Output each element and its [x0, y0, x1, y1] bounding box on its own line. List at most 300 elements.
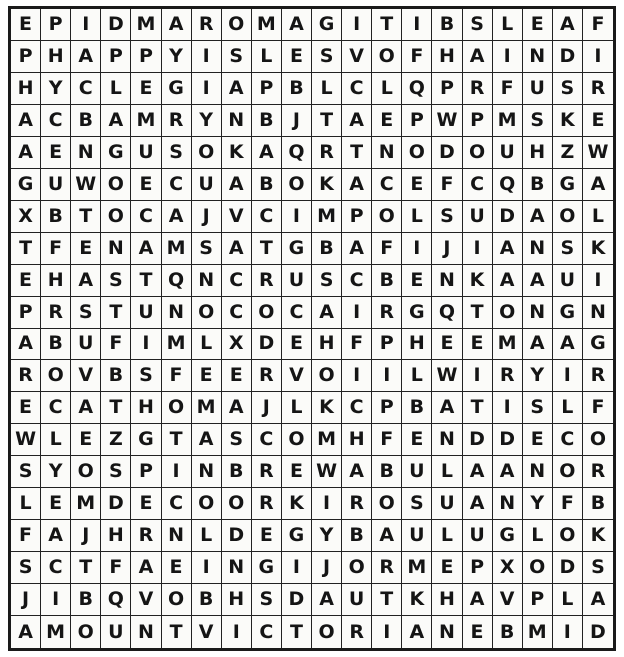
- letter-cell-r4-c15[interactable]: W: [432, 105, 462, 137]
- letter-cell-r20-c11[interactable]: O: [312, 616, 342, 648]
- letter-cell-r16-c20[interactable]: B: [583, 488, 613, 520]
- letter-cell-r11-c5[interactable]: I: [131, 329, 161, 361]
- letter-cell-r5-c7[interactable]: O: [192, 137, 222, 169]
- letter-cell-r3-c13[interactable]: L: [372, 73, 402, 105]
- letter-cell-r17-c5[interactable]: R: [131, 520, 161, 552]
- letter-cell-r12-c13[interactable]: I: [372, 360, 402, 392]
- letter-cell-r7-c4[interactable]: O: [101, 201, 131, 233]
- letter-cell-r3-c4[interactable]: L: [101, 73, 131, 105]
- letter-cell-r5-c4[interactable]: G: [101, 137, 131, 169]
- letter-cell-r8-c16[interactable]: I: [463, 233, 493, 265]
- letter-cell-r17-c7[interactable]: L: [192, 520, 222, 552]
- letter-cell-r8-c4[interactable]: N: [101, 233, 131, 265]
- letter-cell-r20-c4[interactable]: U: [101, 616, 131, 648]
- letter-cell-r17-c20[interactable]: K: [583, 520, 613, 552]
- letter-cell-r4-c10[interactable]: J: [282, 105, 312, 137]
- letter-cell-r1-c11[interactable]: G: [312, 9, 342, 41]
- letter-cell-r4-c2[interactable]: C: [41, 105, 71, 137]
- letter-cell-r15-c17[interactable]: A: [493, 456, 523, 488]
- letter-cell-r1-c20[interactable]: F: [583, 9, 613, 41]
- letter-cell-r9-c10[interactable]: U: [282, 265, 312, 297]
- letter-cell-r10-c6[interactable]: N: [162, 297, 192, 329]
- letter-cell-r9-c16[interactable]: K: [463, 265, 493, 297]
- letter-cell-r4-c19[interactable]: K: [553, 105, 583, 137]
- letter-cell-r4-c3[interactable]: B: [71, 105, 101, 137]
- letter-cell-r5-c18[interactable]: H: [523, 137, 553, 169]
- letter-cell-r5-c13[interactable]: N: [372, 137, 402, 169]
- letter-cell-r19-c3[interactable]: B: [71, 584, 101, 616]
- letter-cell-r18-c16[interactable]: P: [463, 552, 493, 584]
- letter-cell-r17-c6[interactable]: N: [162, 520, 192, 552]
- letter-cell-r1-c7[interactable]: R: [192, 9, 222, 41]
- letter-cell-r4-c9[interactable]: B: [252, 105, 282, 137]
- letter-cell-r1-c12[interactable]: I: [342, 9, 372, 41]
- letter-cell-r13-c6[interactable]: O: [162, 392, 192, 424]
- letter-cell-r5-c19[interactable]: Z: [553, 137, 583, 169]
- letter-cell-r12-c11[interactable]: O: [312, 360, 342, 392]
- letter-cell-r14-c15[interactable]: N: [432, 424, 462, 456]
- letter-cell-r8-c9[interactable]: T: [252, 233, 282, 265]
- letter-cell-r2-c4[interactable]: P: [101, 41, 131, 73]
- letter-cell-r2-c6[interactable]: Y: [162, 41, 192, 73]
- letter-cell-r2-c3[interactable]: A: [71, 41, 101, 73]
- letter-cell-r6-c13[interactable]: C: [372, 169, 402, 201]
- letter-cell-r2-c10[interactable]: E: [282, 41, 312, 73]
- letter-cell-r12-c18[interactable]: Y: [523, 360, 553, 392]
- letter-cell-r13-c17[interactable]: I: [493, 392, 523, 424]
- letter-cell-r6-c2[interactable]: U: [41, 169, 71, 201]
- letter-cell-r14-c10[interactable]: O: [282, 424, 312, 456]
- letter-cell-r2-c17[interactable]: I: [493, 41, 523, 73]
- letter-cell-r14-c14[interactable]: E: [402, 424, 432, 456]
- letter-cell-r7-c18[interactable]: A: [523, 201, 553, 233]
- letter-cell-r19-c10[interactable]: D: [282, 584, 312, 616]
- letter-cell-r6-c4[interactable]: O: [101, 169, 131, 201]
- letter-cell-r16-c9[interactable]: R: [252, 488, 282, 520]
- letter-cell-r19-c20[interactable]: A: [583, 584, 613, 616]
- letter-cell-r5-c14[interactable]: O: [402, 137, 432, 169]
- letter-cell-r14-c20[interactable]: O: [583, 424, 613, 456]
- letter-cell-r6-c3[interactable]: W: [71, 169, 101, 201]
- letter-cell-r9-c9[interactable]: R: [252, 265, 282, 297]
- letter-cell-r13-c18[interactable]: S: [523, 392, 553, 424]
- letter-cell-r2-c2[interactable]: H: [41, 41, 71, 73]
- letter-cell-r1-c19[interactable]: A: [553, 9, 583, 41]
- letter-cell-r3-c14[interactable]: Q: [402, 73, 432, 105]
- letter-cell-r11-c3[interactable]: U: [71, 329, 101, 361]
- letter-cell-r9-c11[interactable]: S: [312, 265, 342, 297]
- letter-cell-r15-c2[interactable]: Y: [41, 456, 71, 488]
- letter-cell-r7-c5[interactable]: C: [131, 201, 161, 233]
- letter-cell-r16-c19[interactable]: F: [553, 488, 583, 520]
- letter-cell-r20-c13[interactable]: I: [372, 616, 402, 648]
- letter-cell-r11-c15[interactable]: E: [432, 329, 462, 361]
- letter-cell-r18-c3[interactable]: T: [71, 552, 101, 584]
- letter-cell-r5-c16[interactable]: O: [463, 137, 493, 169]
- letter-cell-r17-c15[interactable]: L: [432, 520, 462, 552]
- letter-cell-r1-c13[interactable]: T: [372, 9, 402, 41]
- letter-cell-r7-c10[interactable]: I: [282, 201, 312, 233]
- letter-cell-r7-c7[interactable]: J: [192, 201, 222, 233]
- letter-cell-r7-c11[interactable]: M: [312, 201, 342, 233]
- letter-cell-r20-c3[interactable]: O: [71, 616, 101, 648]
- letter-cell-r19-c7[interactable]: B: [192, 584, 222, 616]
- letter-cell-r19-c19[interactable]: L: [553, 584, 583, 616]
- letter-cell-r10-c3[interactable]: S: [71, 297, 101, 329]
- letter-cell-r11-c8[interactable]: X: [222, 329, 252, 361]
- letter-cell-r12-c4[interactable]: B: [101, 360, 131, 392]
- letter-cell-r11-c10[interactable]: E: [282, 329, 312, 361]
- letter-cell-r7-c2[interactable]: B: [41, 201, 71, 233]
- letter-cell-r6-c8[interactable]: A: [222, 169, 252, 201]
- letter-cell-r16-c13[interactable]: O: [372, 488, 402, 520]
- letter-cell-r18-c11[interactable]: J: [312, 552, 342, 584]
- letter-cell-r14-c19[interactable]: C: [553, 424, 583, 456]
- letter-cell-r6-c14[interactable]: E: [402, 169, 432, 201]
- letter-cell-r3-c11[interactable]: L: [312, 73, 342, 105]
- letter-cell-r18-c18[interactable]: O: [523, 552, 553, 584]
- letter-cell-r10-c18[interactable]: N: [523, 297, 553, 329]
- letter-cell-r14-c8[interactable]: S: [222, 424, 252, 456]
- letter-cell-r9-c13[interactable]: B: [372, 265, 402, 297]
- letter-cell-r7-c16[interactable]: U: [463, 201, 493, 233]
- letter-cell-r3-c15[interactable]: P: [432, 73, 462, 105]
- letter-cell-r19-c13[interactable]: T: [372, 584, 402, 616]
- letter-cell-r15-c13[interactable]: B: [372, 456, 402, 488]
- letter-cell-r12-c3[interactable]: V: [71, 360, 101, 392]
- letter-cell-r4-c1[interactable]: A: [11, 105, 41, 137]
- letter-cell-r8-c1[interactable]: T: [11, 233, 41, 265]
- letter-cell-r18-c9[interactable]: G: [252, 552, 282, 584]
- letter-cell-r16-c15[interactable]: U: [432, 488, 462, 520]
- letter-cell-r7-c9[interactable]: C: [252, 201, 282, 233]
- letter-cell-r20-c12[interactable]: R: [342, 616, 372, 648]
- letter-cell-r16-c4[interactable]: D: [101, 488, 131, 520]
- letter-cell-r5-c9[interactable]: A: [252, 137, 282, 169]
- letter-cell-r9-c8[interactable]: C: [222, 265, 252, 297]
- letter-cell-r17-c11[interactable]: Y: [312, 520, 342, 552]
- letter-cell-r20-c17[interactable]: B: [493, 616, 523, 648]
- letter-cell-r14-c13[interactable]: F: [372, 424, 402, 456]
- letter-cell-r2-c15[interactable]: H: [432, 41, 462, 73]
- letter-cell-r14-c9[interactable]: C: [252, 424, 282, 456]
- letter-cell-r15-c1[interactable]: S: [11, 456, 41, 488]
- letter-cell-r5-c5[interactable]: U: [131, 137, 161, 169]
- letter-cell-r2-c9[interactable]: L: [252, 41, 282, 73]
- letter-cell-r14-c7[interactable]: A: [192, 424, 222, 456]
- letter-cell-r19-c8[interactable]: H: [222, 584, 252, 616]
- letter-cell-r6-c5[interactable]: E: [131, 169, 161, 201]
- letter-cell-r10-c14[interactable]: G: [402, 297, 432, 329]
- letter-cell-r15-c15[interactable]: L: [432, 456, 462, 488]
- letter-cell-r15-c8[interactable]: B: [222, 456, 252, 488]
- letter-cell-r18-c17[interactable]: X: [493, 552, 523, 584]
- letter-cell-r4-c4[interactable]: A: [101, 105, 131, 137]
- letter-cell-r9-c15[interactable]: N: [432, 265, 462, 297]
- letter-cell-r11-c1[interactable]: A: [11, 329, 41, 361]
- letter-cell-r13-c20[interactable]: F: [583, 392, 613, 424]
- letter-cell-r3-c18[interactable]: U: [523, 73, 553, 105]
- letter-cell-r7-c13[interactable]: O: [372, 201, 402, 233]
- letter-cell-r3-c1[interactable]: H: [11, 73, 41, 105]
- letter-cell-r1-c6[interactable]: A: [162, 9, 192, 41]
- letter-cell-r18-c2[interactable]: C: [41, 552, 71, 584]
- letter-cell-r16-c17[interactable]: N: [493, 488, 523, 520]
- letter-cell-r17-c17[interactable]: G: [493, 520, 523, 552]
- letter-cell-r4-c5[interactable]: M: [131, 105, 161, 137]
- letter-cell-r13-c7[interactable]: M: [192, 392, 222, 424]
- letter-cell-r9-c5[interactable]: T: [131, 265, 161, 297]
- letter-cell-r5-c20[interactable]: W: [583, 137, 613, 169]
- letter-cell-r13-c13[interactable]: P: [372, 392, 402, 424]
- letter-cell-r20-c7[interactable]: V: [192, 616, 222, 648]
- letter-cell-r18-c4[interactable]: F: [101, 552, 131, 584]
- letter-cell-r6-c9[interactable]: B: [252, 169, 282, 201]
- letter-cell-r6-c20[interactable]: A: [583, 169, 613, 201]
- letter-cell-r20-c2[interactable]: M: [41, 616, 71, 648]
- letter-cell-r11-c16[interactable]: E: [463, 329, 493, 361]
- letter-cell-r1-c14[interactable]: I: [402, 9, 432, 41]
- letter-cell-r13-c9[interactable]: J: [252, 392, 282, 424]
- letter-cell-r8-c14[interactable]: I: [402, 233, 432, 265]
- letter-cell-r4-c18[interactable]: S: [523, 105, 553, 137]
- letter-cell-r8-c5[interactable]: A: [131, 233, 161, 265]
- letter-cell-r8-c6[interactable]: M: [162, 233, 192, 265]
- letter-cell-r15-c16[interactable]: A: [463, 456, 493, 488]
- letter-cell-r1-c5[interactable]: M: [131, 9, 161, 41]
- letter-cell-r10-c9[interactable]: O: [252, 297, 282, 329]
- letter-cell-r19-c12[interactable]: U: [342, 584, 372, 616]
- letter-cell-r14-c16[interactable]: D: [463, 424, 493, 456]
- letter-cell-r3-c2[interactable]: Y: [41, 73, 71, 105]
- letter-cell-r2-c5[interactable]: P: [131, 41, 161, 73]
- letter-cell-r4-c8[interactable]: N: [222, 105, 252, 137]
- letter-cell-r4-c12[interactable]: A: [342, 105, 372, 137]
- letter-cell-r8-c15[interactable]: J: [432, 233, 462, 265]
- letter-cell-r16-c16[interactable]: A: [463, 488, 493, 520]
- letter-cell-r18-c1[interactable]: S: [11, 552, 41, 584]
- letter-cell-r12-c7[interactable]: E: [192, 360, 222, 392]
- letter-cell-r11-c13[interactable]: P: [372, 329, 402, 361]
- letter-cell-r1-c2[interactable]: P: [41, 9, 71, 41]
- letter-cell-r15-c5[interactable]: P: [131, 456, 161, 488]
- letter-cell-r6-c18[interactable]: B: [523, 169, 553, 201]
- letter-cell-r1-c8[interactable]: O: [222, 9, 252, 41]
- letter-cell-r1-c4[interactable]: D: [101, 9, 131, 41]
- letter-cell-r7-c3[interactable]: T: [71, 201, 101, 233]
- letter-cell-r20-c16[interactable]: E: [463, 616, 493, 648]
- letter-cell-r19-c2[interactable]: I: [41, 584, 71, 616]
- letter-cell-r14-c4[interactable]: Z: [101, 424, 131, 456]
- letter-cell-r13-c5[interactable]: H: [131, 392, 161, 424]
- letter-cell-r17-c2[interactable]: A: [41, 520, 71, 552]
- letter-cell-r10-c19[interactable]: G: [553, 297, 583, 329]
- letter-cell-r15-c20[interactable]: R: [583, 456, 613, 488]
- letter-cell-r13-c8[interactable]: A: [222, 392, 252, 424]
- letter-cell-r3-c3[interactable]: C: [71, 73, 101, 105]
- letter-cell-r20-c20[interactable]: D: [590, 620, 606, 643]
- letter-cell-r13-c10[interactable]: L: [282, 392, 312, 424]
- letter-cell-r4-c17[interactable]: M: [493, 105, 523, 137]
- letter-cell-r13-c3[interactable]: A: [71, 392, 101, 424]
- letter-cell-r8-c12[interactable]: A: [342, 233, 372, 265]
- letter-cell-r7-c17[interactable]: D: [493, 201, 523, 233]
- letter-cell-r16-c10[interactable]: K: [282, 488, 312, 520]
- letter-cell-r10-c10[interactable]: C: [282, 297, 312, 329]
- letter-cell-r18-c6[interactable]: E: [162, 552, 192, 584]
- letter-cell-r12-c15[interactable]: W: [432, 360, 462, 392]
- letter-cell-r7-c20[interactable]: L: [583, 201, 613, 233]
- letter-cell-r8-c10[interactable]: G: [282, 233, 312, 265]
- letter-cell-r3-c5[interactable]: E: [131, 73, 161, 105]
- letter-cell-r15-c12[interactable]: A: [342, 456, 372, 488]
- letter-cell-r10-c12[interactable]: I: [342, 297, 372, 329]
- letter-cell-r5-c8[interactable]: K: [222, 137, 252, 169]
- letter-cell-r19-c17[interactable]: V: [493, 584, 523, 616]
- letter-cell-r2-c8[interactable]: S: [222, 41, 252, 73]
- letter-cell-r3-c16[interactable]: R: [463, 73, 493, 105]
- letter-cell-r13-c1[interactable]: E: [11, 392, 41, 424]
- letter-cell-r12-c14[interactable]: L: [402, 360, 432, 392]
- letter-cell-r3-c9[interactable]: P: [252, 73, 282, 105]
- letter-cell-r12-c2[interactable]: O: [41, 360, 71, 392]
- letter-cell-r11-c17[interactable]: M: [493, 329, 523, 361]
- letter-cell-r8-c13[interactable]: F: [372, 233, 402, 265]
- letter-cell-r9-c20[interactable]: I: [583, 265, 613, 297]
- letter-cell-r12-c19[interactable]: I: [553, 360, 583, 392]
- letter-cell-r1-c10[interactable]: A: [282, 9, 312, 41]
- letter-cell-r14-c18[interactable]: E: [523, 424, 553, 456]
- letter-cell-r15-c4[interactable]: S: [101, 456, 131, 488]
- letter-cell-r11-c4[interactable]: F: [101, 329, 131, 361]
- letter-cell-r8-c18[interactable]: N: [523, 233, 553, 265]
- letter-cell-r20-c10[interactable]: T: [282, 616, 312, 648]
- letter-cell-r12-c5[interactable]: S: [131, 360, 161, 392]
- letter-cell-r17-c4[interactable]: H: [101, 520, 131, 552]
- letter-cell-r19-c6[interactable]: O: [162, 584, 192, 616]
- letter-cell-r5-c11[interactable]: R: [312, 137, 342, 169]
- letter-cell-r3-c6[interactable]: G: [162, 73, 192, 105]
- letter-cell-r8-c19[interactable]: S: [553, 233, 583, 265]
- letter-cell-r12-c12[interactable]: I: [342, 360, 372, 392]
- letter-cell-r3-c17[interactable]: F: [493, 73, 523, 105]
- letter-cell-r10-c20[interactable]: N: [583, 297, 613, 329]
- letter-cell-r13-c15[interactable]: A: [432, 392, 462, 424]
- letter-cell-r19-c14[interactable]: K: [402, 584, 432, 616]
- letter-cell-r14-c2[interactable]: L: [41, 424, 71, 456]
- letter-cell-r14-c11[interactable]: M: [312, 424, 342, 456]
- letter-cell-r18-c14[interactable]: M: [402, 552, 432, 584]
- letter-cell-r5-c3[interactable]: N: [71, 137, 101, 169]
- letter-cell-r19-c9[interactable]: S: [252, 584, 282, 616]
- letter-cell-r2-c13[interactable]: O: [372, 41, 402, 73]
- letter-cell-r1-c1[interactable]: E: [11, 9, 41, 41]
- letter-cell-r7-c19[interactable]: O: [553, 201, 583, 233]
- letter-cell-r2-c18[interactable]: N: [523, 41, 553, 73]
- letter-cell-r3-c8[interactable]: A: [222, 73, 252, 105]
- letter-cell-r14-c6[interactable]: T: [162, 424, 192, 456]
- letter-cell-r16-c18[interactable]: Y: [523, 488, 553, 520]
- letter-cell-r9-c1[interactable]: E: [11, 265, 41, 297]
- letter-cell-r9-c4[interactable]: S: [101, 265, 131, 297]
- letter-cell-r16-c11[interactable]: I: [312, 488, 342, 520]
- letter-cell-r3-c7[interactable]: I: [192, 73, 222, 105]
- letter-cell-r4-c16[interactable]: P: [463, 105, 493, 137]
- letter-cell-r6-c19[interactable]: G: [553, 169, 583, 201]
- letter-cell-r11-c9[interactable]: D: [252, 329, 282, 361]
- letter-cell-r9-c19[interactable]: U: [553, 265, 583, 297]
- letter-cell-r1-c3[interactable]: I: [71, 9, 101, 41]
- letter-cell-r4-c13[interactable]: E: [372, 105, 402, 137]
- letter-cell-r10-c16[interactable]: T: [463, 297, 493, 329]
- letter-cell-r9-c17[interactable]: A: [493, 265, 523, 297]
- letter-cell-r8-c11[interactable]: B: [312, 233, 342, 265]
- letter-cell-r16-c7[interactable]: O: [192, 488, 222, 520]
- letter-cell-r18-c8[interactable]: N: [222, 552, 252, 584]
- letter-cell-r8-c17[interactable]: A: [493, 233, 523, 265]
- letter-cell-r11-c2[interactable]: B: [41, 329, 71, 361]
- letter-cell-r9-c14[interactable]: E: [402, 265, 432, 297]
- letter-cell-r10-c4[interactable]: T: [101, 297, 131, 329]
- letter-cell-r6-c7[interactable]: U: [192, 169, 222, 201]
- letter-cell-r2-c20[interactable]: I: [583, 41, 613, 73]
- letter-cell-r9-c3[interactable]: A: [71, 265, 101, 297]
- letter-cell-r17-c9[interactable]: E: [252, 520, 282, 552]
- letter-cell-r19-c15[interactable]: H: [432, 584, 462, 616]
- letter-cell-r15-c7[interactable]: N: [192, 456, 222, 488]
- letter-cell-r20-c15[interactable]: N: [432, 616, 462, 648]
- letter-cell-r11-c6[interactable]: M: [162, 329, 192, 361]
- letter-cell-r6-c16[interactable]: C: [463, 169, 493, 201]
- letter-cell-r10-c11[interactable]: A: [312, 297, 342, 329]
- letter-cell-r6-c15[interactable]: F: [432, 169, 462, 201]
- letter-cell-r12-c6[interactable]: F: [162, 360, 192, 392]
- letter-cell-r11-c11[interactable]: H: [312, 329, 342, 361]
- letter-cell-r17-c3[interactable]: J: [71, 520, 101, 552]
- letter-cell-r12-c8[interactable]: E: [222, 360, 252, 392]
- letter-cell-r18-c20[interactable]: S: [583, 552, 613, 584]
- letter-cell-r16-c1[interactable]: L: [11, 488, 41, 520]
- letter-cell-r5-c12[interactable]: T: [342, 137, 372, 169]
- letter-cell-r15-c18[interactable]: N: [523, 456, 553, 488]
- letter-cell-r17-c12[interactable]: B: [342, 520, 372, 552]
- letter-cell-r15-c3[interactable]: O: [71, 456, 101, 488]
- letter-cell-r5-c10[interactable]: Q: [282, 137, 312, 169]
- letter-cell-r10-c2[interactable]: R: [41, 297, 71, 329]
- letter-cell-r2-c11[interactable]: S: [312, 41, 342, 73]
- letter-cell-r13-c19[interactable]: L: [553, 392, 583, 424]
- letter-cell-r20-c6[interactable]: T: [162, 616, 192, 648]
- letter-cell-r10-c15[interactable]: Q: [432, 297, 462, 329]
- letter-cell-r20-c9[interactable]: C: [252, 616, 282, 648]
- letter-cell-r15-c9[interactable]: R: [252, 456, 282, 488]
- letter-cell-r4-c11[interactable]: T: [312, 105, 342, 137]
- letter-cell-r2-c12[interactable]: V: [342, 41, 372, 73]
- letter-cell-r10-c13[interactable]: R: [372, 297, 402, 329]
- letter-cell-r13-c4[interactable]: T: [101, 392, 131, 424]
- letter-cell-r2-c1[interactable]: P: [11, 41, 41, 73]
- letter-cell-r6-c11[interactable]: K: [312, 169, 342, 201]
- letter-cell-r20-c1[interactable]: A: [11, 616, 41, 648]
- letter-cell-r19-c11[interactable]: A: [312, 584, 342, 616]
- letter-cell-r9-c2[interactable]: H: [41, 265, 71, 297]
- letter-cell-r17-c19[interactable]: O: [553, 520, 583, 552]
- letter-cell-r18-c10[interactable]: I: [282, 552, 312, 584]
- letter-cell-r3-c12[interactable]: C: [342, 73, 372, 105]
- letter-cell-r10-c17[interactable]: O: [493, 297, 523, 329]
- letter-cell-r20-c18[interactable]: M: [523, 616, 553, 648]
- letter-cell-r6-c6[interactable]: C: [162, 169, 192, 201]
